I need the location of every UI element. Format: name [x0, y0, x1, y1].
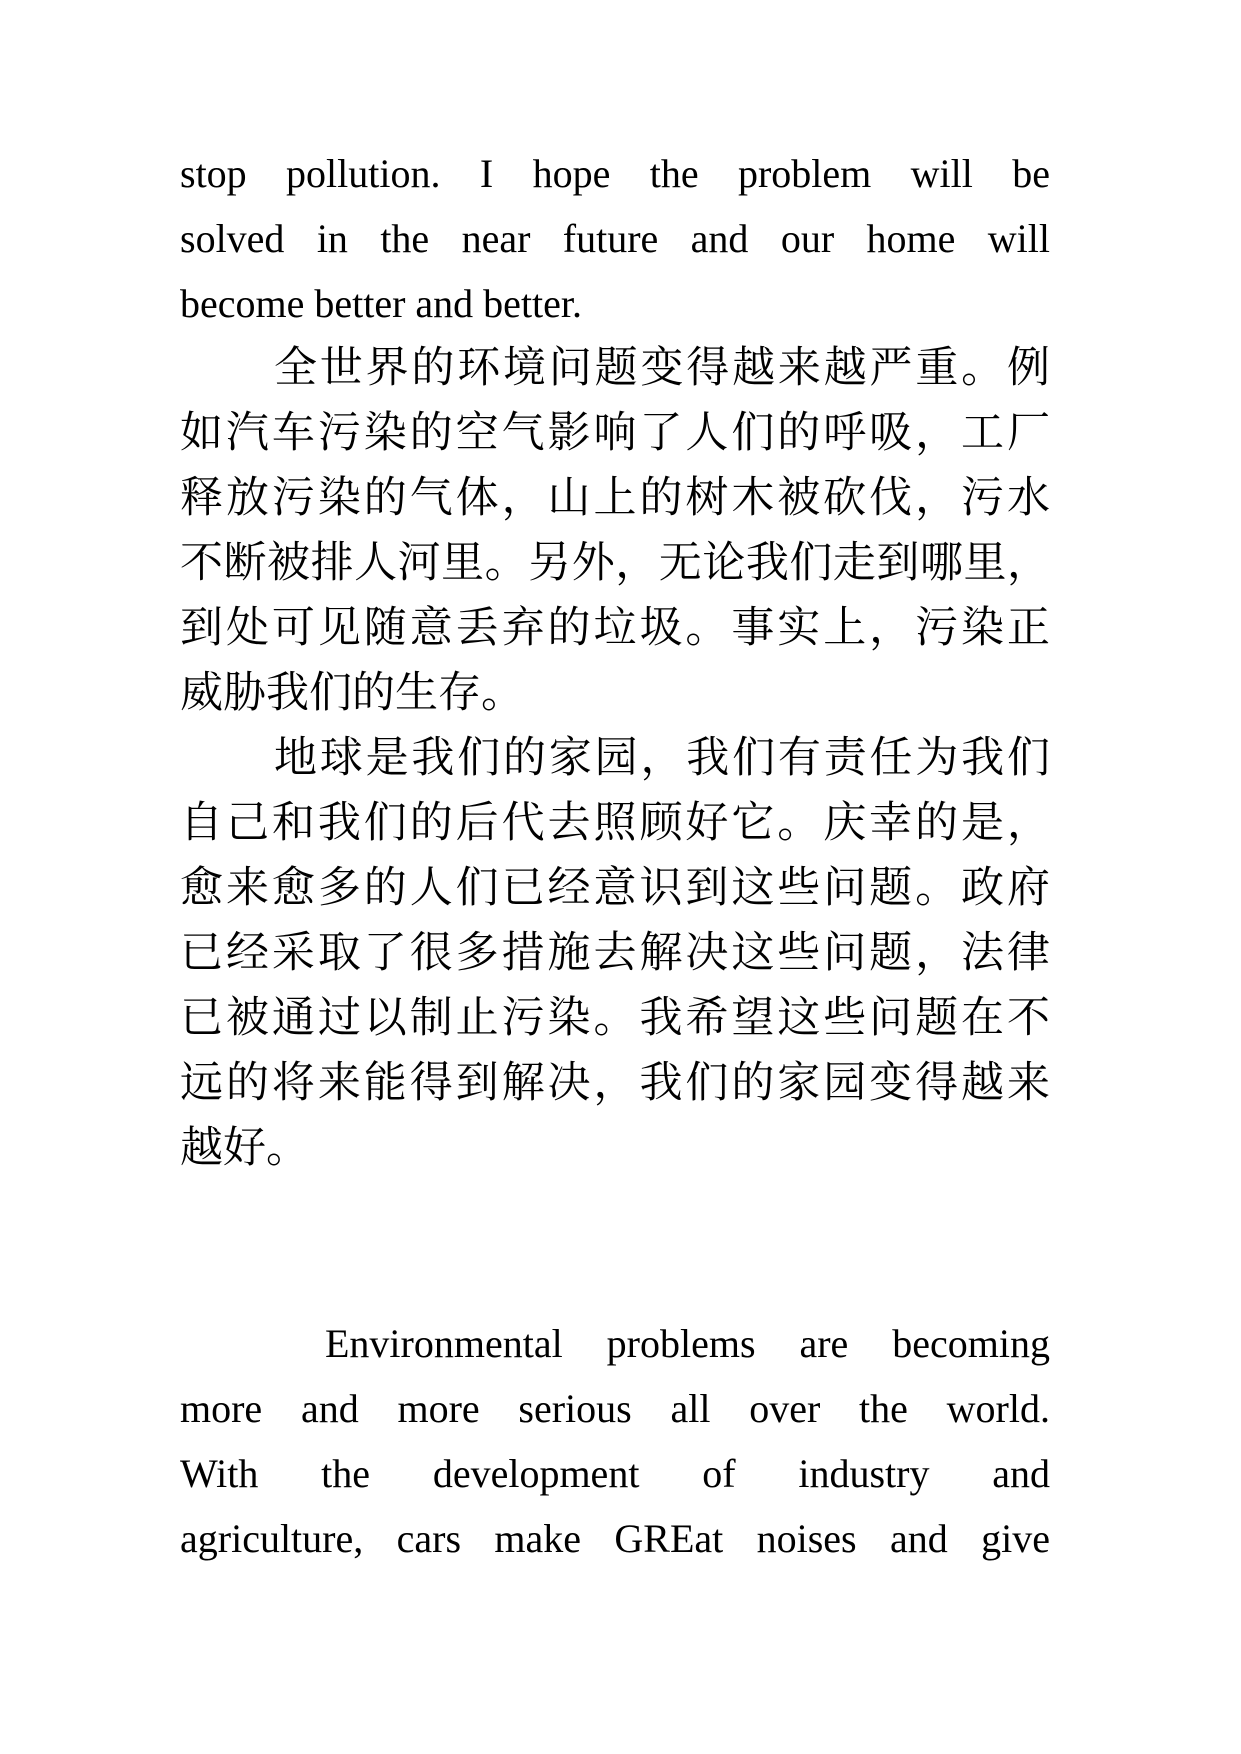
paragraph-english-2	[180, 1311, 1050, 1571]
text-line: stop pollution. I hope the problem will be	[180, 151, 1050, 196]
blank-lines-spacer	[180, 1181, 1050, 1311]
paragraph-chinese-1	[180, 336, 1050, 726]
text-line: 自己和我们的后代去照顾好它。庆幸的是，	[180, 800, 1050, 847]
text-line: 到处可见随意丢弃的垃圾。事实上，污染正	[180, 605, 1050, 652]
text-line: 如汽车污染的空气影响了人们的呼吸，工厂	[180, 410, 1050, 457]
text-line: 远的将来能得到解决，我们的家园变得越来	[180, 1060, 1050, 1107]
text-line: 全世界的环境问题变得越来越严重。例	[274, 345, 1050, 392]
text-body	[180, 141, 1050, 1571]
paragraph-chinese-2	[180, 726, 1050, 1181]
text-line: agriculture, cars make GREat noises and give	[180, 1516, 1050, 1561]
text-line: 威胁我们的生存。	[180, 670, 524, 717]
text-line: 已经采取了很多措施去解决这些问题，法律	[180, 930, 1050, 977]
text-line: 已被通过以制止污染。我希望这些问题在不	[180, 995, 1050, 1042]
text-line: 释放污染的气体，山上的树木被砍伐，污水	[180, 475, 1050, 522]
text-line: With the development of industry and	[180, 1451, 1050, 1496]
text-line: 地球是我们的家园，我们有责任为我们	[274, 735, 1050, 782]
text-line: become better and better.	[180, 281, 583, 326]
text-line: 不断被排人河里。另外，无论我们走到哪里，	[180, 540, 1050, 587]
text-line: 愈来愈多的人们已经意识到这些问题。政府	[180, 865, 1050, 912]
paragraph-english-continued	[180, 141, 1050, 336]
text-line: more and more serious all over the world.	[180, 1386, 1050, 1431]
text-line: Environmental problems are becoming	[325, 1321, 1050, 1366]
text-line: 越好。	[180, 1125, 309, 1172]
text-line: solved in the near future and our home will	[180, 216, 1050, 261]
